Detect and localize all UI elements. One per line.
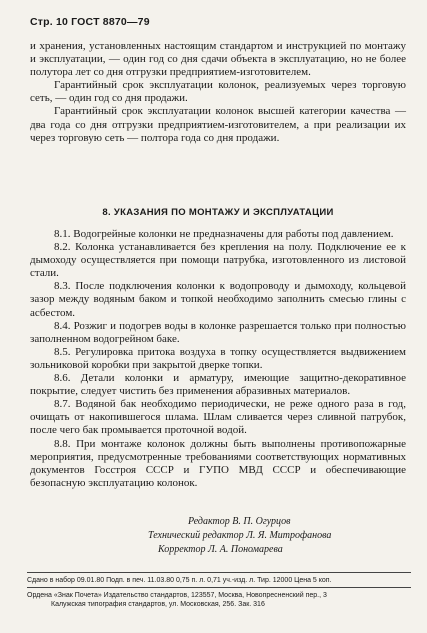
item-8-7: 8.7. Водяной бак необходимо периодически, не реже одного раза в год, очищать от накопившегося шлама. Шлам сливается через сливной патрубок, после чего бак промывается проточной водой.: [30, 398, 406, 437]
editor-line: Редактор В. П. Огурцов: [188, 516, 291, 527]
intro-text: [30, 40, 406, 145]
corrector-line: Корректор Л. А. Пономарева: [158, 544, 283, 555]
imprint-line-3: Калужская типография стандартов, ул. Московская, 256. Зак. 316: [51, 601, 265, 608]
imprint-line-2: Ордена «Знак Почета» Издательство стандартов, 123557, Москва, Новопресненский пер., 3: [27, 592, 327, 599]
intro-paragraph-2: Гарантийный срок эксплуатации колонок, реализуемых через торговую сеть, — один год со дня продажи.: [30, 79, 406, 105]
item-8-3: 8.3. После подключения колонки к водопроводу и дымоходу, кольцевой зазор между водяным баком и топкой необходимо заполнить смесью глины с асбестом.: [30, 280, 406, 319]
editorial-credits: [148, 515, 331, 557]
imprint-middle-rule: [27, 587, 411, 588]
imprint-line-1: Сдано в набор 09.01.80 Подп. в печ. 11.03.80 0,75 п. л. 0,71 уч.-изд. л. Тир. 12000 Цена 5 коп.: [27, 577, 332, 584]
item-8-6: 8.6. Детали колонки и арматуру, имеющие защитно-декоративное покрытие, следует чистить без применения абразивных материалов.: [30, 372, 406, 398]
imprint-block: [27, 570, 411, 609]
tech-editor-line: Технический редактор Л. Я. Митрофанова: [148, 530, 332, 541]
section-title: 8. УКАЗАНИЯ ПО МОНТАЖУ И ЭКСПЛУАТАЦИИ: [102, 207, 334, 218]
item-8-5: 8.5. Регулировка притока воздуха в топку осуществляется выдвижением зольниковой коробки при закрытой дверке топки.: [30, 345, 406, 371]
item-8-1: 8.1. Водогрейные колонки не предназначены для работы под давлением.: [54, 228, 394, 240]
imprint-top-rule: [27, 572, 411, 573]
item-8-2: 8.2. Колонка устанавливается без крепления на полу. Подключение ее к дымоходу осуществляется при помощи патрубка, изготовленного из листовой стали.: [30, 241, 406, 280]
item-8-4: 8.4. Розжиг и подогрев воды в колонке разрешается только при полностью заполненном водогрейном баке.: [30, 319, 406, 345]
section-body: [30, 228, 406, 490]
intro-paragraph-1: и хранения, установленных настоящим стандартом и инструкцией по монтажу и эксплуатации, — один год со дня сдачи объекта в эксплуатацию, но не более полутора лет со дня отгрузки предприятием-изготовителем.: [30, 40, 406, 79]
page-header: Стр. 10 ГОСТ 8870—79: [30, 16, 150, 28]
intro-paragraph-3: Гарантийный срок эксплуатации колонок высшей категории качества — два года со дня отгрузки предприятием-изготовителем, а при реализации их через торговую сеть — полтора года со дня продажи.: [30, 105, 406, 144]
item-8-8: 8.8. При монтаже колонок должны быть выполнены противопожарные мероприятия, предусмотренные требованиями соответствующих нормативных документов Госстроя СССР и ГУПО МВД СССР и обеспечивающие безопасную эксплуатацию колонок.: [30, 437, 406, 489]
